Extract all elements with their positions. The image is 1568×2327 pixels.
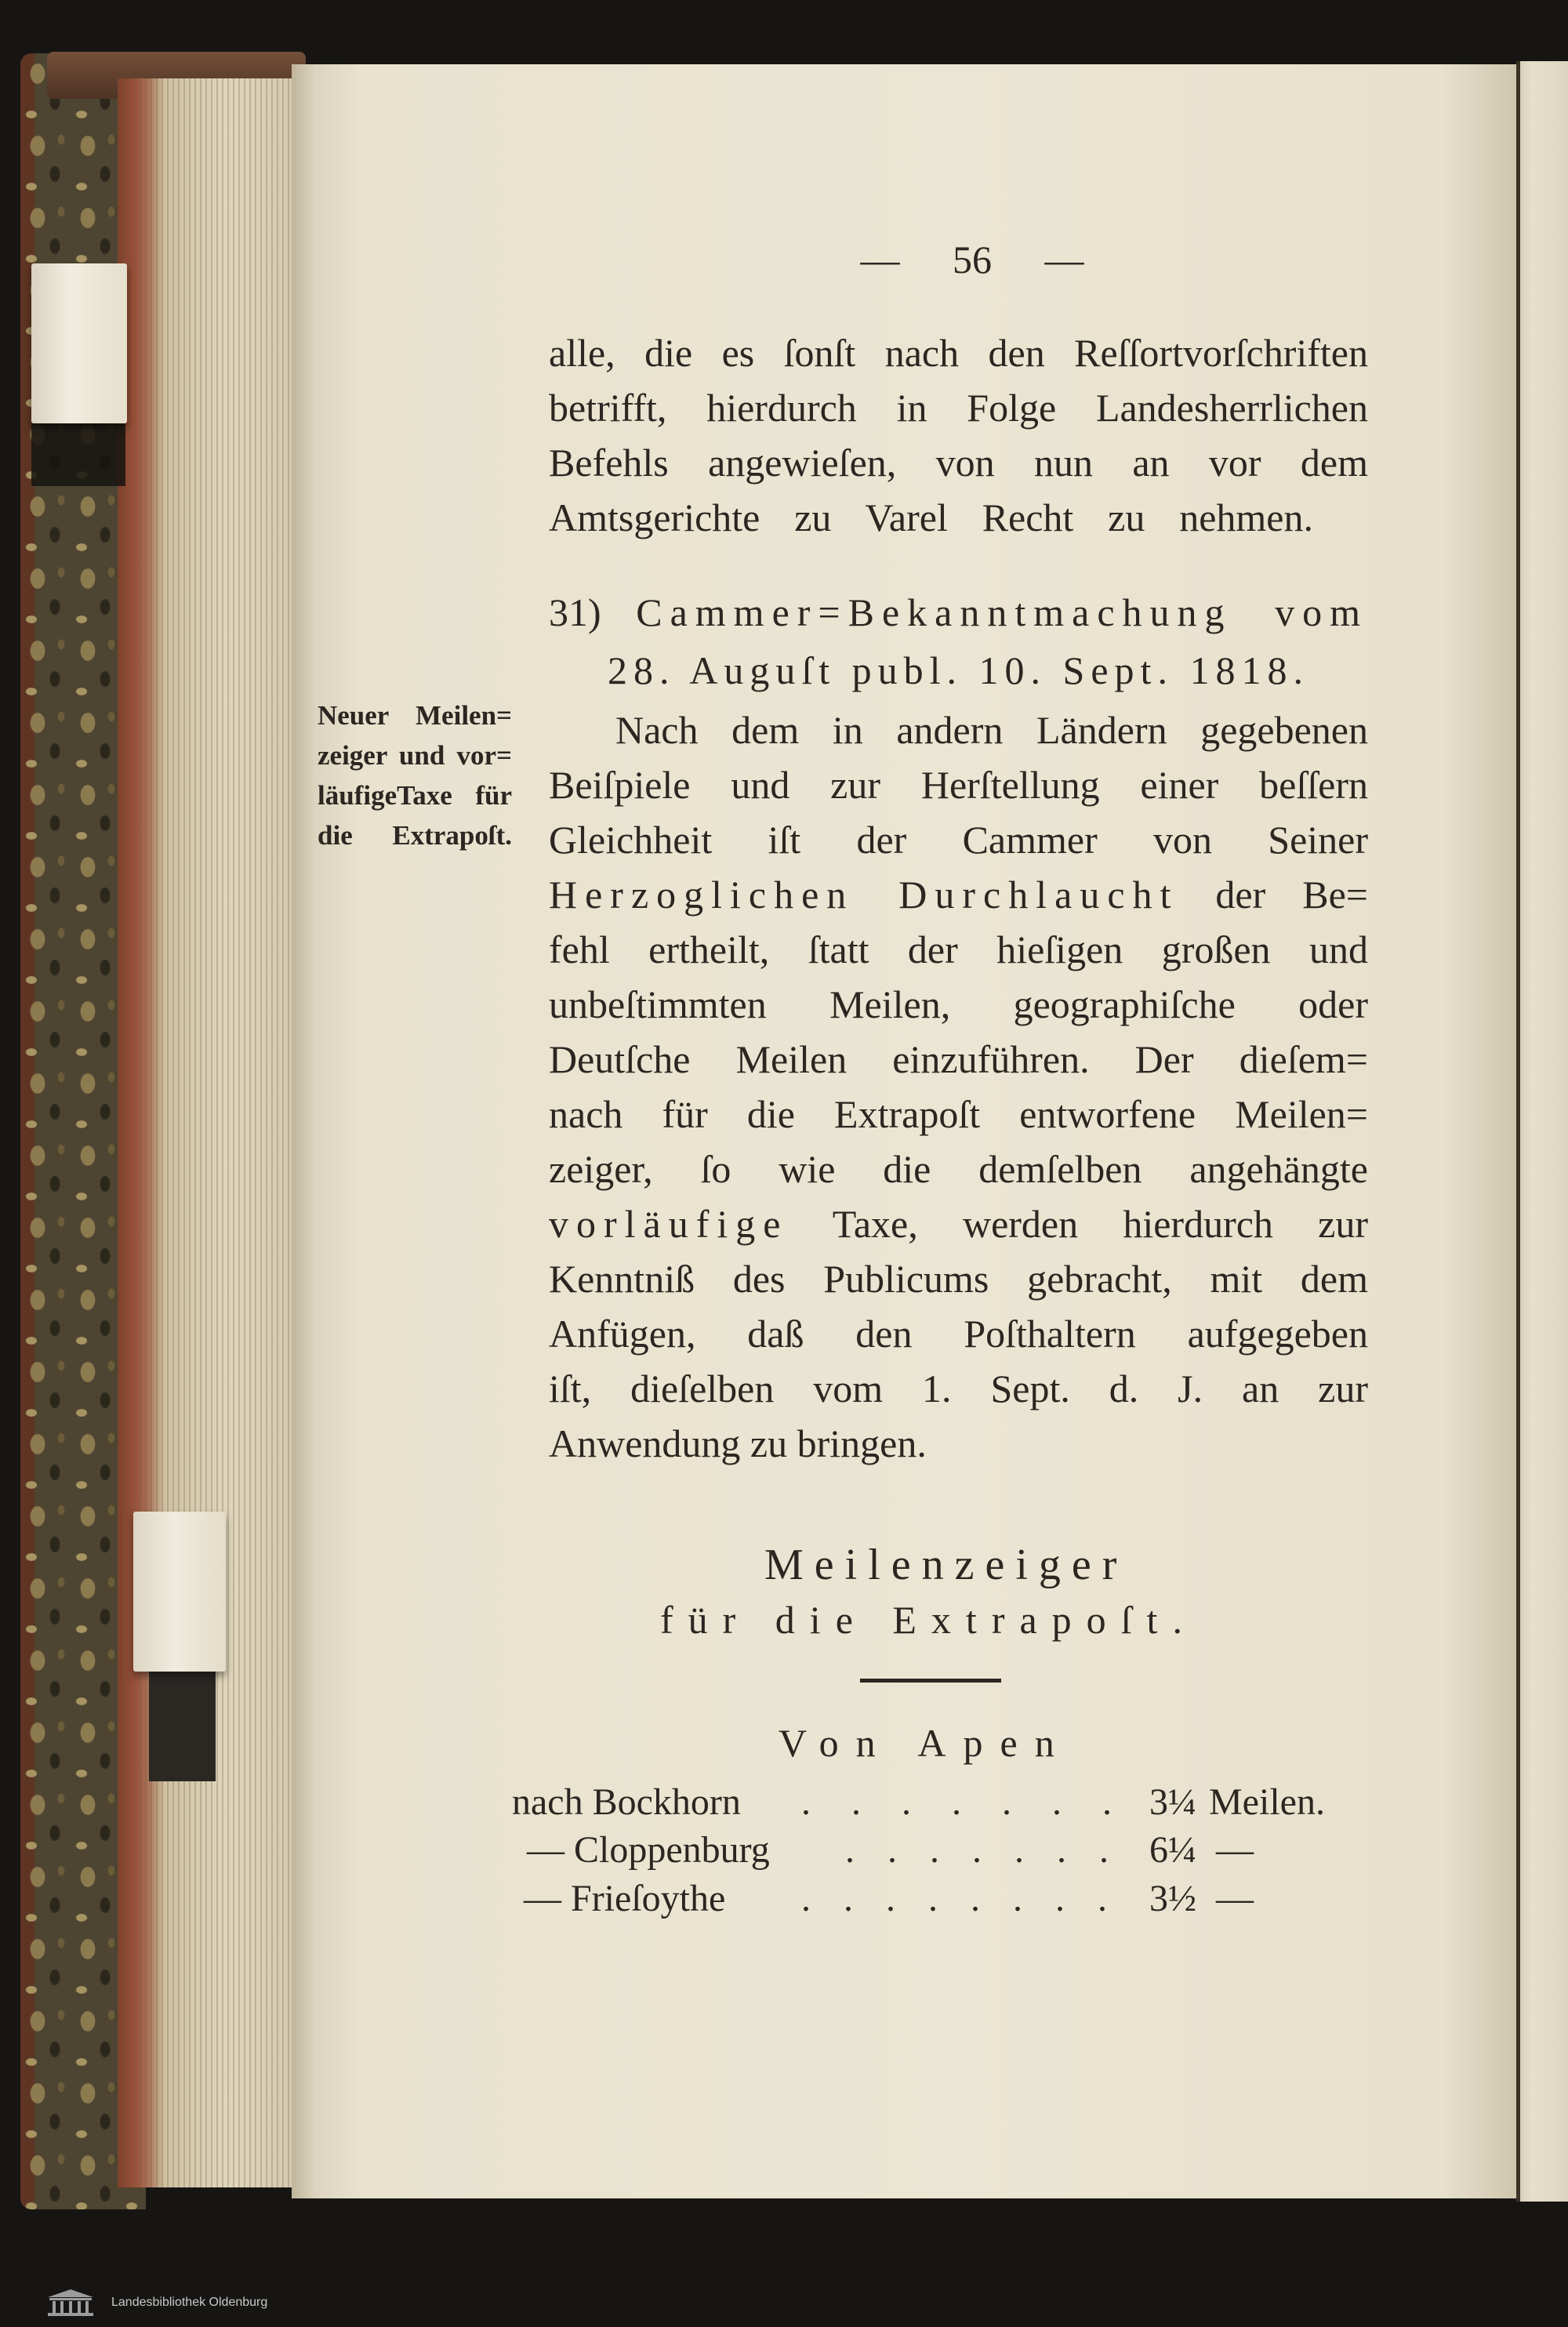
tab-shadow [31,423,125,486]
margin-note-line: läufigeTaxe für [318,780,512,811]
text-line: Gleichheit iſt der Cammer von Seiner [549,818,1368,862]
distance: 3¼ [1149,1781,1196,1823]
text-line: Befehls angewieſen, von nun an vor dem [549,441,1368,485]
text-line: Deutſche Meilen einzuführen. Der dieſem= [549,1037,1368,1081]
text-line: betrifft, hierdurch in Folge Landesherrlichen [549,386,1368,430]
tab-shadow [149,1672,216,1781]
table-row [0,1777,1568,1828]
destination: nach Bockhorn [512,1781,741,1823]
unit: Meilen. [1209,1781,1325,1823]
margin-note-line: die Extrapoſt. [318,820,512,851]
line-text: Taxe, werden hierdurch zur [832,1202,1368,1246]
dot-leader: . . . . . . . [801,1781,1127,1823]
section-dates: 28. Auguſt publ. 10. Sept. 1818. [608,648,1309,692]
text-line: Amtsgerichte zu Varel Recht zu nehmen. [549,496,1313,539]
distance: 6¼ [1149,1829,1196,1871]
margin-note [318,695,512,855]
text-line: Beiſpiele und zur Herſtellung einer beſſern [549,763,1368,807]
table-title: Meilenzeiger [764,1541,1128,1589]
text-line: fehl ertheilt, ſtatt der hieſigen großen und [549,928,1368,971]
destination: — Cloppenburg [527,1829,770,1871]
text-line: Anfügen, daß den Poſthaltern aufgegeben [549,1312,1368,1356]
divider-rule [860,1679,1001,1683]
unit: — [1216,1878,1254,1919]
text-line: alle, die es ſonſt nach den Reſſortvorſchriften [549,331,1368,375]
text-line: Nach dem in andern Ländern gegebenen [615,708,1368,752]
unit: — [1216,1829,1254,1871]
destination: — Frieſoythe [524,1878,726,1919]
section-heading [549,585,1368,640]
spaced-text: vorläufige [549,1202,789,1246]
table-row [0,1825,1568,1875]
paper-bookmark-tab-lower [133,1512,226,1672]
spaced-text: Herzoglichen Durchlaucht [549,873,1179,917]
text-line [549,1196,1368,1251]
table-subtitle: für die Extrapoſt. [660,1598,1197,1642]
paper-bookmark-tab-upper [31,263,127,423]
text-line: iſt, dieſelben vom 1. Sept. d. J. an zur [549,1367,1368,1410]
text-line: Anwendung zu bringen. [549,1421,927,1465]
section-number: 31) [549,590,601,634]
body-paragraph [549,702,1368,1471]
library-credit: Landesbibliothek Oldenburg [111,2296,268,2309]
page-number: — 56 — [860,238,1084,281]
dot-leader: . . . . . . . . [801,1878,1119,1919]
library-building-icon [45,2288,96,2318]
distance: 3½ [1149,1878,1196,1919]
text-line [549,867,1368,922]
line-text: der Be= [1215,873,1368,917]
text-line: Kenntniß des Publicums gebracht, mit dem [549,1257,1368,1301]
text-line: nach für die Extrapoſt entworfene Meilen= [549,1092,1368,1136]
intro-paragraph [549,325,1368,545]
table-row [0,1874,1568,1924]
section-title: Cammer=Bekanntmachung vom [636,590,1368,634]
margin-note-line: zeiger und vor= [318,740,512,771]
text-line: unbeſtimmten Meilen, geographiſche oder [549,982,1368,1026]
dot-leader: . . . . . . . [845,1829,1120,1871]
margin-note-line: Neuer Meilen= [318,700,512,731]
text-line: zeiger, ſo wie die demſelben angehängte [549,1147,1368,1191]
table-origin: Von Apen [779,1721,1072,1765]
